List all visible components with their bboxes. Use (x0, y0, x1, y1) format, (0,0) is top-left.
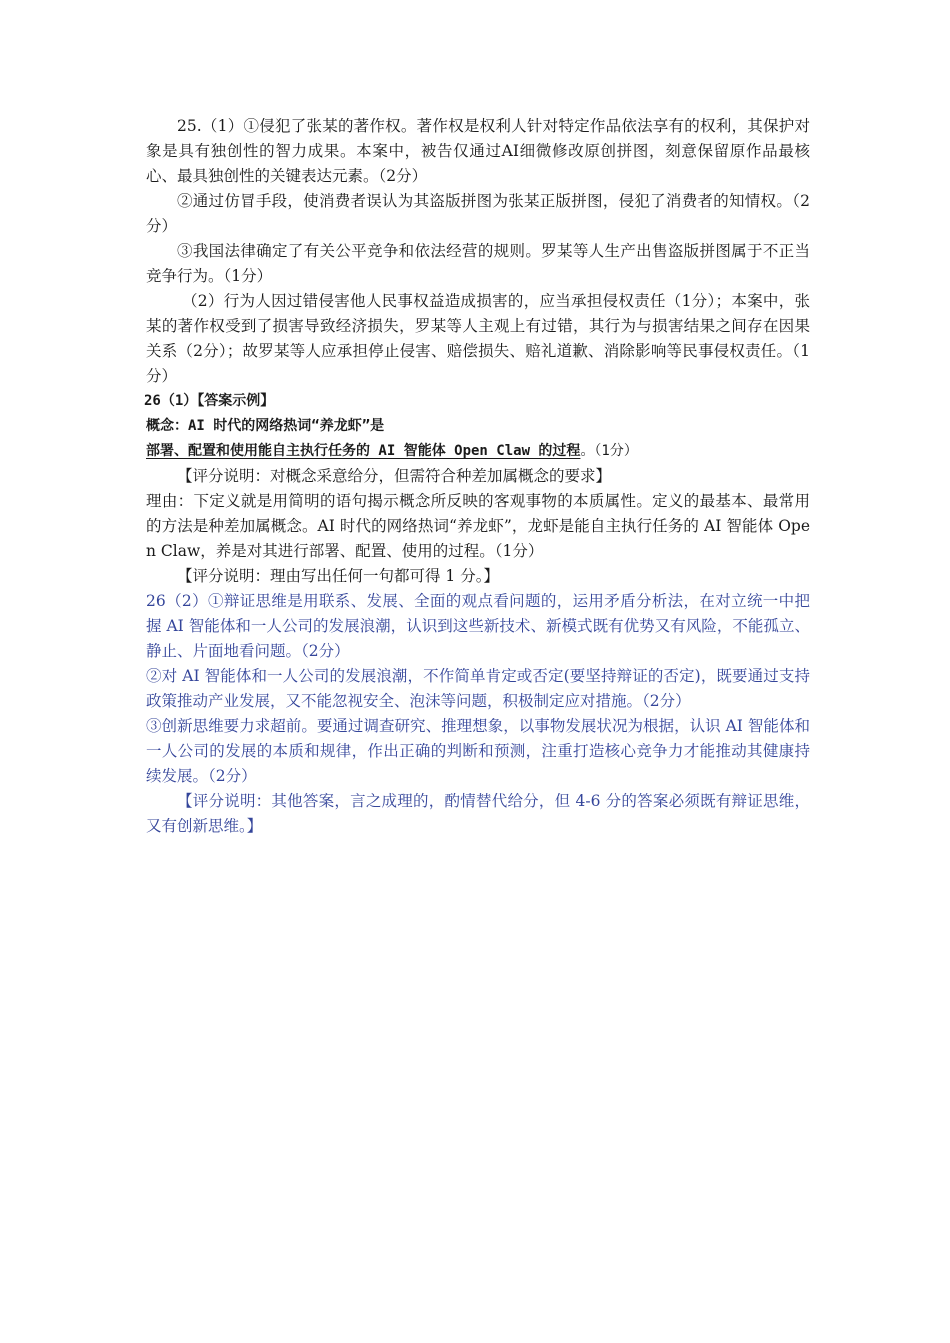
q26-1-concept-definition (146, 439, 810, 464)
q26-1-concept-score: 。（1分） (580, 443, 638, 459)
q26-2-scoring-note: 【评分说明：其他答案，言之成理的，酌情替代给分，但 4-6 分的答案必须既有辩证思维，又有创新思维。】 (146, 792, 810, 835)
q26-1-reason-paragraph: 理由：下定义就是用简明的语句揭示概念所反映的客观事物的本质属性。定义的最基本、最常用的方法是种差加属概念。AI 时代的网络热词“养龙虾”，龙虾是能自主执行任务的 AI 智能体 Open Claw，养是对其进行部署、配置、使用的过程。（1分） (146, 492, 810, 560)
q26-1-concept-underlined: 部署、配置和使用能自主执行任务的 AI 智能体 Open Claw 的过程 (146, 443, 581, 459)
q26-2-negation-paragraph: ②对 AI 智能体和一人公司的发展浪潮，不作简单肯定或否定(要坚持辩证的否定)，既要通过支持政策推动产业发展，又不能忽视安全、泡沫等问题，积极制定应对措施。（2分） (146, 667, 810, 710)
q26-2-section (146, 589, 810, 839)
q26-1-reason-scoring-note: 【评分说明：理由写出任何一句都可得 1 分。】 (177, 567, 499, 585)
answer-content (146, 114, 810, 839)
q26-2-dialectical-paragraph: 26（2）①辩证思维是用联系、发展、全面的观点看问题的，运用矛盾分析法，在对立统一中把握 AI 智能体和一人公司的发展浪潮，认识到这些新技术、新模式既有优势又有风险，不能孤立、静止、片面地看问题。（2分） (146, 592, 810, 660)
q25-fair-competition-paragraph: ③我国法律确定了有关公平竞争和依法经营的规则。罗某等人生产出售盗版拼图属于不正当竞争行为。（1分） (146, 242, 810, 285)
q25-consumer-rights-paragraph: ②通过仿冒手段，使消费者误认为其盗版拼图为张某正版拼图，侵犯了消费者的知情权。（2分） (146, 192, 810, 235)
q25-part1-paragraph: 25.（1）①侵犯了张某的著作权。著作权是权利人针对特定作品依法享有的权利，其保护对象是具有独创性的智力成果。本案中，被告仅通过AI细微修改原创拼图，刻意保留原作品最核心、最具独创性的关键表达元素。（2分） (146, 117, 810, 185)
q26-1-concept-line: 概念：AI 时代的网络热词“养龙虾”是 (146, 418, 385, 434)
q26-1-scoring-note: 【评分说明：对概念采意给分，但需符合种差加属概念的要求】 (177, 467, 612, 485)
q26-1-heading: 26（1）【答案示例】 (144, 393, 275, 409)
q26-2-innovative-paragraph: ③创新思维要力求超前。要通过调查研究、推理想象，以事物发展状况为根据，认识 AI 智能体和一人公司的发展的本质和规律，作出正确的判断和预测，注重打造核心竞争力才能推动其健康持续发展。（2分） (146, 717, 810, 785)
q25-part2-paragraph: （2）行为人因过错侵害他人民事权益造成损害的，应当承担侵权责任（1分）；本案中，张某的著作权受到了损害导致经济损失，罗某等人主观上有过错，其行为与损害结果之间存在因果关系（2分）；故罗某等人应承担停止侵害、赔偿损失、赔礼道歉、消除影响等民事侵权责任。（1分） (146, 292, 810, 385)
